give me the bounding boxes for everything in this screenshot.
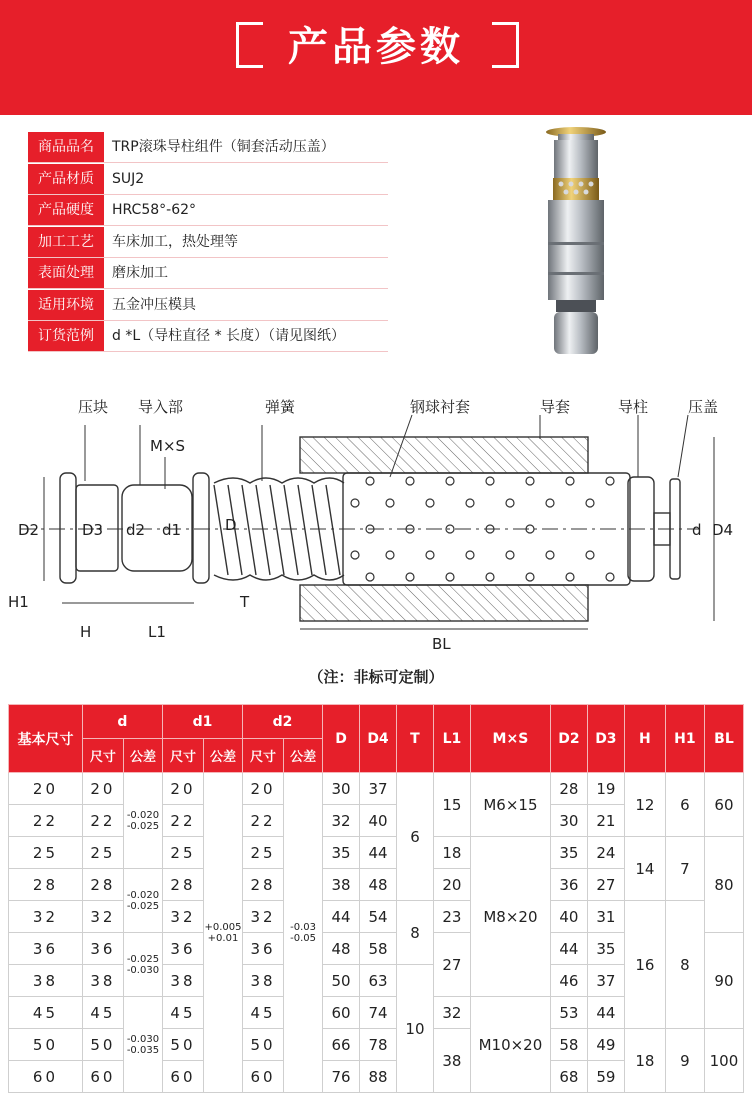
spec-label: 加工工艺 — [28, 227, 104, 257]
cell-D2: 53 — [550, 997, 587, 1029]
header-T: T — [396, 705, 433, 773]
cell-D2: 58 — [550, 1029, 587, 1061]
spec-value: SUJ2 — [104, 164, 388, 194]
dim-BL: BL — [432, 635, 451, 653]
label-press-block: 压块 — [78, 398, 109, 416]
cell-D3: 27 — [587, 869, 624, 901]
cell-D2: 46 — [550, 965, 587, 997]
spec-table — [8, 704, 744, 1093]
cell-H: 14 — [624, 837, 665, 901]
cell-D3: 59 — [587, 1061, 624, 1093]
cell-D3: 37 — [587, 965, 624, 997]
tol-upper: -0.020 — [126, 889, 160, 901]
dim-D: D — [225, 516, 237, 534]
cell-base: 22 — [9, 805, 83, 837]
header-d-size: 尺寸 — [82, 739, 123, 773]
cell-d1: 36 — [162, 933, 203, 965]
cell-H1: 8 — [665, 901, 704, 1029]
dim-H: H — [80, 623, 92, 641]
cell-D4: 44 — [360, 837, 397, 869]
dim-d: d — [692, 521, 702, 539]
custom-note: （注：非标可定制） — [308, 668, 444, 686]
cell-H: 12 — [624, 773, 665, 837]
header-d2-tol: 公差 — [284, 739, 323, 773]
cell-d: 22 — [82, 805, 123, 837]
spring-seat — [193, 473, 209, 583]
cell-D4: 63 — [360, 965, 397, 997]
cell-d2: 22 — [243, 805, 284, 837]
spring-top — [214, 478, 344, 483]
cell-d-tol — [123, 773, 162, 869]
spec-label: 商品品名 — [28, 132, 104, 162]
cell-D: 32 — [323, 805, 360, 837]
cell-D3: 24 — [587, 837, 624, 869]
cell-d2: 38 — [243, 965, 284, 997]
cell-H1: 6 — [665, 773, 704, 837]
dim-ms: M×S — [150, 437, 186, 455]
label-guide-post: 导柱 — [618, 398, 649, 416]
tol-lower: -0.030 — [126, 964, 160, 976]
cell-D4: 78 — [360, 1029, 397, 1061]
cell-base: 20 — [9, 773, 83, 805]
cell-d: 50 — [82, 1029, 123, 1061]
cell-d: 25 — [82, 837, 123, 869]
spec-label: 订货范例 — [28, 321, 104, 351]
table-row — [9, 1029, 744, 1061]
guide-sleeve-bottom — [300, 585, 588, 621]
dim-D4: D4 — [712, 521, 734, 539]
dim-D3: D3 — [82, 521, 104, 539]
cell-D2: 28 — [550, 773, 587, 805]
header-L1: L1 — [433, 705, 470, 773]
cell-d1: 45 — [162, 997, 203, 1029]
dim-d2: d2 — [126, 521, 146, 539]
cell-d: 38 — [82, 965, 123, 997]
cell-d1: 60 — [162, 1061, 203, 1093]
cell-D3: 21 — [587, 805, 624, 837]
cell-d2: 36 — [243, 933, 284, 965]
cell-D4: 37 — [360, 773, 397, 805]
header-D3: D3 — [587, 705, 624, 773]
tol-upper: -0.030 — [126, 1033, 160, 1045]
cell-d2: 25 — [243, 837, 284, 869]
header-BL: BL — [704, 705, 743, 773]
table-row — [9, 773, 744, 805]
tol-upper: -0.03 — [290, 921, 316, 933]
cell-D2: 30 — [550, 805, 587, 837]
cell-BL: 80 — [704, 837, 743, 933]
spec-row — [28, 290, 388, 321]
cell-d2: 45 — [243, 997, 284, 1029]
cell-L1: 23 — [433, 901, 470, 933]
tol-upper: -0.020 — [126, 809, 160, 821]
cell-base: 25 — [9, 837, 83, 869]
cell-d: 20 — [82, 773, 123, 805]
tol-lower: -0.05 — [290, 932, 316, 944]
cell-L1: 20 — [433, 869, 470, 901]
tol-lower: +0.01 — [207, 932, 239, 944]
label-guide-in: 导入部 — [138, 398, 184, 416]
cell-L1: 32 — [433, 997, 470, 1029]
cell-D2: 68 — [550, 1061, 587, 1093]
spring-bottom — [214, 575, 344, 580]
cell-H1: 9 — [665, 1029, 704, 1093]
label-spring: 弹簧 — [265, 398, 296, 416]
cell-D: 60 — [323, 997, 360, 1029]
cell-D: 76 — [323, 1061, 360, 1093]
cell-D2: 40 — [550, 901, 587, 933]
cell-D3: 19 — [587, 773, 624, 805]
cell-BL: 60 — [704, 773, 743, 837]
cell-MS: M8×20 — [470, 837, 550, 997]
cell-base: 36 — [9, 933, 83, 965]
cell-BL: 100 — [704, 1029, 743, 1093]
cell-d2: 20 — [243, 773, 284, 805]
cell-L1: 15 — [433, 773, 470, 837]
cell-D2: 35 — [550, 837, 587, 869]
cell-D: 35 — [323, 837, 360, 869]
cell-base: 45 — [9, 997, 83, 1029]
cell-MS: M6×15 — [470, 773, 550, 837]
product-photo — [528, 122, 624, 362]
header-d2: d2 — [243, 705, 323, 739]
cell-D3: 49 — [587, 1029, 624, 1061]
dim-T: T — [240, 593, 250, 611]
cell-d1: 38 — [162, 965, 203, 997]
table-row — [9, 901, 744, 933]
cell-D3: 35 — [587, 933, 624, 965]
cell-H: 16 — [624, 901, 665, 1029]
spec-row — [28, 195, 388, 226]
cell-L1: 27 — [433, 933, 470, 997]
cell-H: 18 — [624, 1029, 665, 1093]
title-banner — [0, 0, 752, 115]
cell-base: 28 — [9, 869, 83, 901]
cell-T: 10 — [396, 965, 433, 1093]
spec-label: 适用环境 — [28, 290, 104, 320]
dim-H1: H1 — [8, 593, 29, 611]
spec-value: d *L（导柱直径 * 长度）（请见图纸） — [104, 321, 388, 351]
page-title: 产品参数 — [288, 24, 464, 70]
tol-upper: +0.005 — [204, 921, 242, 933]
press-block-plate — [60, 473, 76, 583]
cell-H1: 7 — [665, 837, 704, 901]
header-MS: M×S — [470, 705, 550, 773]
header-H: H — [624, 705, 665, 773]
cell-D: 66 — [323, 1029, 360, 1061]
header-d1-tol: 公差 — [204, 739, 243, 773]
label-guide-sleeve: 导套 — [540, 398, 571, 416]
spec-label: 产品材质 — [28, 164, 104, 194]
cell-d1: 50 — [162, 1029, 203, 1061]
cell-d1: 32 — [162, 901, 203, 933]
cell-D3: 44 — [587, 997, 624, 1029]
cell-d: 60 — [82, 1061, 123, 1093]
cell-L1: 38 — [433, 1029, 470, 1093]
tol-upper: -0.025 — [126, 953, 160, 965]
header-D2: D2 — [550, 705, 587, 773]
cell-D2: 36 — [550, 869, 587, 901]
label-ball-sleeve: 钢球衬套 — [410, 398, 471, 416]
cell-D4: 54 — [360, 901, 397, 933]
cell-D: 50 — [323, 965, 360, 997]
guide-sleeve-top — [300, 437, 588, 473]
spec-label: 产品硬度 — [28, 195, 104, 225]
cell-d-tol — [123, 933, 162, 997]
cell-base: 50 — [9, 1029, 83, 1061]
cell-d1: 20 — [162, 773, 203, 805]
cell-d: 32 — [82, 901, 123, 933]
cell-BL: 90 — [704, 933, 743, 1029]
spec-value: 磨床加工 — [104, 258, 388, 288]
bracket-right — [492, 22, 519, 68]
spec-row — [28, 132, 388, 163]
header-D4: D4 — [360, 705, 397, 773]
spec-row — [28, 258, 388, 289]
label-press-cover: 压盖 — [688, 398, 719, 416]
spec-row — [28, 227, 388, 258]
cell-T: 6 — [396, 773, 433, 901]
cell-D: 30 — [323, 773, 360, 805]
dim-D2: D2 — [18, 521, 40, 539]
dim-d1: d1 — [162, 521, 182, 539]
cell-D3: 31 — [587, 901, 624, 933]
cell-base: 32 — [9, 901, 83, 933]
cell-d2: 60 — [243, 1061, 284, 1093]
table-row — [9, 837, 744, 869]
cell-d1: 25 — [162, 837, 203, 869]
spec-value: 五金冲压模具 — [104, 290, 388, 320]
cell-d: 28 — [82, 869, 123, 901]
spec-row — [28, 321, 388, 352]
cell-D4: 40 — [360, 805, 397, 837]
cell-d1-tol — [204, 773, 243, 1093]
header-H1: H1 — [665, 705, 704, 773]
header-d-tol: 公差 — [123, 739, 162, 773]
cell-d2: 32 — [243, 901, 284, 933]
cell-D4: 74 — [360, 997, 397, 1029]
cell-d2: 50 — [243, 1029, 284, 1061]
cell-d1: 22 — [162, 805, 203, 837]
cell-D: 44 — [323, 901, 360, 933]
cell-d: 36 — [82, 933, 123, 965]
bracket-left — [236, 22, 263, 68]
cell-d2: 28 — [243, 869, 284, 901]
cell-MS: M10×20 — [470, 997, 550, 1093]
header-d1: d1 — [162, 705, 242, 739]
header-d2-size: 尺寸 — [243, 739, 284, 773]
cell-D4: 88 — [360, 1061, 397, 1093]
spec-value: TRP滚珠导柱组件（铜套活动压盖） — [104, 132, 388, 162]
cell-base: 60 — [9, 1061, 83, 1093]
spec-label: 表面处理 — [28, 258, 104, 288]
cell-d: 45 — [82, 997, 123, 1029]
spec-value: 车床加工，热处理等 — [104, 227, 388, 257]
cell-T: 8 — [396, 901, 433, 965]
cell-D: 48 — [323, 933, 360, 965]
spec-value: HRC58°-62° — [104, 195, 388, 225]
cell-D2: 44 — [550, 933, 587, 965]
tol-lower: -0.025 — [126, 820, 160, 832]
cell-d-tol — [123, 997, 162, 1093]
cell-L1: 18 — [433, 837, 470, 869]
header-d1-size: 尺寸 — [162, 739, 203, 773]
cell-d2-tol — [284, 773, 323, 1093]
cell-D4: 58 — [360, 933, 397, 965]
technical-drawing — [0, 385, 752, 660]
header-d: d — [82, 705, 162, 739]
cell-D: 38 — [323, 869, 360, 901]
cell-base: 38 — [9, 965, 83, 997]
header-D: D — [323, 705, 360, 773]
spec-list — [28, 132, 388, 353]
tol-lower: -0.025 — [126, 900, 160, 912]
header-base: 基本尺寸 — [9, 705, 83, 773]
dim-L1: L1 — [148, 623, 166, 641]
spec-row — [28, 164, 388, 195]
tol-lower: -0.035 — [126, 1044, 160, 1056]
cell-d1: 28 — [162, 869, 203, 901]
cell-d-tol — [123, 869, 162, 933]
cell-D4: 48 — [360, 869, 397, 901]
